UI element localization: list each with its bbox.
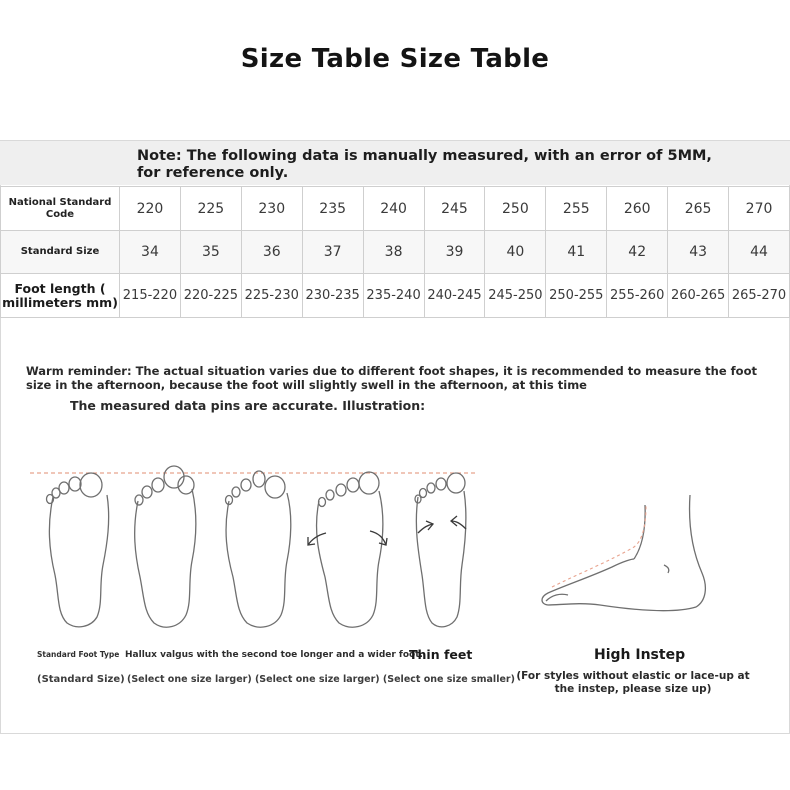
size-cell: 39 — [424, 231, 485, 274]
size-cell: 225 — [180, 187, 241, 231]
size-cell: 255-260 — [607, 274, 668, 318]
size-cell: 42 — [607, 231, 668, 274]
size-cell: 230-235 — [302, 274, 363, 318]
wide-arrows-icon — [308, 531, 387, 545]
row-header: Standard Size — [1, 231, 120, 274]
size-cell: 44 — [729, 231, 790, 274]
size-cell: 250 — [485, 187, 546, 231]
size-cell: 250-255 — [546, 274, 607, 318]
size-cell: 41 — [546, 231, 607, 274]
size-cell: 37 — [302, 231, 363, 274]
foot-illustrations — [0, 455, 790, 635]
size-cell: 265-270 — [729, 274, 790, 318]
row-header: National Standard Code — [1, 187, 120, 231]
size-cell: 220 — [120, 187, 181, 231]
size-cell: 270 — [729, 187, 790, 231]
sub-high-instep: (For styles without elastic or lace-up at the instep, please size up) — [516, 670, 750, 695]
wide-foot-icon — [317, 472, 383, 627]
warm-reminder: Warm reminder: The actual situation varies due to different foot shapes, it is recommended to measure the foot size in the afternoon, because the foot will slightly swell in the afternoon, at this time — [26, 364, 757, 392]
instep-guide-line — [552, 505, 646, 587]
long-second-toe-foot-icon — [226, 471, 291, 627]
size-table-row — [1, 274, 790, 318]
size-cell: 240-245 — [424, 274, 485, 318]
hallux-valgus-foot-icon — [135, 466, 196, 627]
size-cell: 235-240 — [363, 274, 424, 318]
thin-foot-icon — [415, 473, 466, 627]
size-table — [0, 186, 790, 318]
size-cell: 245-250 — [485, 274, 546, 318]
size-cell: 43 — [668, 231, 729, 274]
frame-bottom-border — [0, 733, 790, 734]
size-cell: 38 — [363, 231, 424, 274]
size-cell: 260-265 — [668, 274, 729, 318]
size-cell: 35 — [180, 231, 241, 274]
page-title: Size Table Size Table — [240, 44, 550, 74]
size-cell: 40 — [485, 231, 546, 274]
label-hallux-valgus: Hallux valgus with the second toe longer and a wider foot. — [125, 650, 423, 660]
size-cell: 245 — [424, 187, 485, 231]
size-cell: 235 — [302, 187, 363, 231]
size-cell: 225-230 — [241, 274, 302, 318]
row-header: Foot length ( millimeters mm) — [1, 274, 120, 318]
size-cell: 230 — [241, 187, 302, 231]
standard-foot-icon — [47, 473, 109, 627]
size-cell: 36 — [241, 231, 302, 274]
size-table-row — [1, 187, 790, 231]
size-cell: 265 — [668, 187, 729, 231]
size-cell: 255 — [546, 187, 607, 231]
label-standard-foot: Standard Foot Type — [37, 650, 120, 659]
size-cell: 260 — [607, 187, 668, 231]
size-cell: 34 — [120, 231, 181, 274]
thin-arrows-icon — [418, 516, 466, 533]
size-table-row — [1, 231, 790, 274]
illustration-heading: The measured data pins are accurate. Illustration: — [70, 398, 426, 413]
size-cell: 220-225 — [180, 274, 241, 318]
size-cell: 240 — [363, 187, 424, 231]
sub-select-size: (Select one size larger) (Select one size larger) (Select one size smaller) — [127, 674, 515, 685]
sub-standard-size: (Standard Size) — [37, 674, 125, 685]
label-high-instep: High Instep — [594, 647, 686, 663]
measurement-note: Note: The following data is manually measured, with an error of 5MM, for reference only. — [137, 148, 712, 181]
label-thin-feet: Thin feet — [409, 647, 473, 662]
size-cell: 215-220 — [120, 274, 181, 318]
